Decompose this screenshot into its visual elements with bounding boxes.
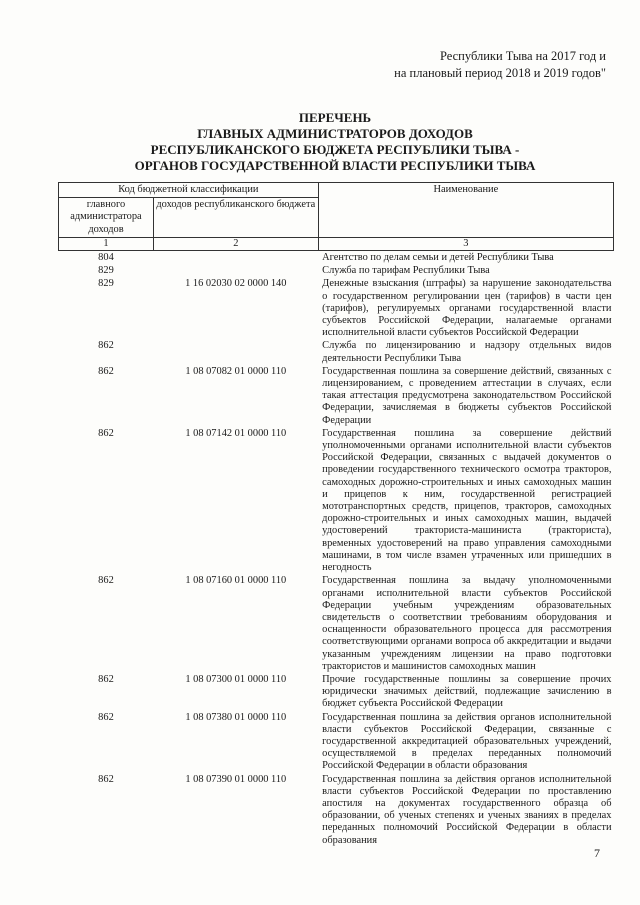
revenue-name: Служба по лицензированию и надзору отдельных видов деятельности Республики Тыва [322,340,612,364]
admin-code: 862 [98,575,114,587]
admin-code: 862 [98,427,114,439]
revenue-code: 1 08 07160 01 0000 110 [185,575,287,587]
title-line3: РЕСПУБЛИКАНСКОГО БЮДЖЕТА РЕСПУБЛИКИ ТЫВА - [150,142,520,157]
header-revenue-code: доходов республиканского бюджета [153,198,318,238]
table-row [59,773,614,847]
title-line2: ГЛАВНЫХ АДМИНИСТРАТОРОВ ДОХОДОВ [197,126,473,141]
admin-code: 862 [98,773,114,785]
table-row [59,427,614,574]
revenue-administrators-table [58,182,614,847]
table-row [59,264,614,277]
table-row [59,365,614,427]
revenue-code: 1 08 07380 01 0000 110 [185,711,287,723]
page-number: 7 [594,846,600,860]
header-num-2: 2 [153,237,318,250]
revenue-name: Агентство по делам семьи и детей Республики Тыва [322,252,554,264]
admin-code: 829 [98,265,114,277]
admin-code: 862 [98,711,114,723]
revenue-name: Прочие государственные пошлины за совершение прочих юридически значимых действий, подлежащие зачислению в бюджет субъекта Российской Федерации [322,673,612,710]
title-line4: ОРГАНОВ ГОСУДАРСТВЕННОЙ ВЛАСТИ РЕСПУБЛИКИ ТЫВА [134,158,536,173]
revenue-name: Государственная пошлина за совершение действий, связанных с лицензированием, с проведением аттестации в случаях, если такая аттестация предусмотрена законодательством Российской Федерации, зачисляемая в бюджеты субъектов Российской Федерации [322,365,612,426]
table-row [59,339,614,364]
header-note-line1: Республики Тыва на 2017 год и [439,49,606,63]
document-title [100,110,570,174]
revenue-code [153,251,318,265]
revenue-name: Государственная пошлина за выдачу уполномоченными органами исполнительной власти субъектов Российской Федерации учебным учреждениям образовательных свидетельств о соответствии требованиям оборудования и оснащенности образовательного процесса для рассмотрения соответствующими органами вопроса об аккредитации и выдачи указанным учреждениям лицензии на право подготовки трактористов и машинистов самоходных машин [322,575,612,672]
admin-code: 862 [98,365,114,377]
header-admin-code: главного администратора доходов [59,198,154,238]
header-name: Наименование [318,183,613,238]
table-row [59,251,614,265]
revenue-name: Государственная пошлина за действия органов исполнительной власти субъектов Российской Федерации по проставлению апостиля на документах государственного образца об образовании, об ученых степенях и ученых званиях в пределах переданных полномочий Российской Федерации в области образования [322,773,612,846]
header-budget-classification: Код бюджетной классификации [59,183,319,198]
revenue-code: 1 16 02030 02 0000 140 [185,278,287,290]
revenue-name: Служба по тарифам Республики Тыва [322,265,490,277]
admin-code: 829 [98,278,114,290]
revenue-code: 1 08 07300 01 0000 110 [185,673,287,685]
revenue-code: 1 08 07390 01 0000 110 [185,773,287,785]
title-line1: ПЕРЕЧЕНЬ [298,110,372,125]
header-note-line2: на плановый период 2018 и 2019 годов" [394,66,606,80]
table-row [59,574,614,673]
admin-code: 862 [98,673,114,685]
header-note [394,48,606,82]
admin-code: 862 [98,340,114,352]
header-num-1: 1 [59,237,154,250]
revenue-code: 1 08 07142 01 0000 110 [185,427,287,439]
revenue-name: Государственная пошлина за действия органов исполнительной власти субъектов Российской Федерации, связанные с государственной аккредитацией образовательных учреждений, осуществляемой в пределах переданных полномочий Российской Федерации в области образования [322,711,612,772]
table-row [59,711,614,773]
revenue-code: 1 08 07082 01 0000 110 [185,365,287,377]
admin-code: 804 [98,252,114,264]
revenue-name: Государственная пошлина за совершение действий уполномоченными органами исполнительной власти субъектов Российской Федерации, связанных с выдачей документов о проведении государственного технического осмотра тракторов, самоходных дорожно-строительных и иных самоходных машин и прицепов к ним, государственной регистрацией мототранспортных средств, прицепов, тракторов, самоходных дорожно-строительных и иных самоходных машин, выдачей удостоверений тракториста-машиниста (тракториста), временных удостоверений на право управления самоходными машинами, в том числе взамен утраченных или пришедших в негодность [322,427,612,574]
table-row [59,673,614,711]
revenue-name: Денежные взыскания (штрафы) за нарушение законодательства о государственном регулировании цен (тарифов) в части цен (тарифов), регулируемых органами государственной власти субъектов Российской Федерации, налагаемые органами исполнительной власти субъектов Российской Федерации [322,278,612,339]
header-num-3: 3 [318,237,613,250]
revenue-code [153,264,318,277]
revenue-code [153,339,318,364]
table-row [59,277,614,339]
